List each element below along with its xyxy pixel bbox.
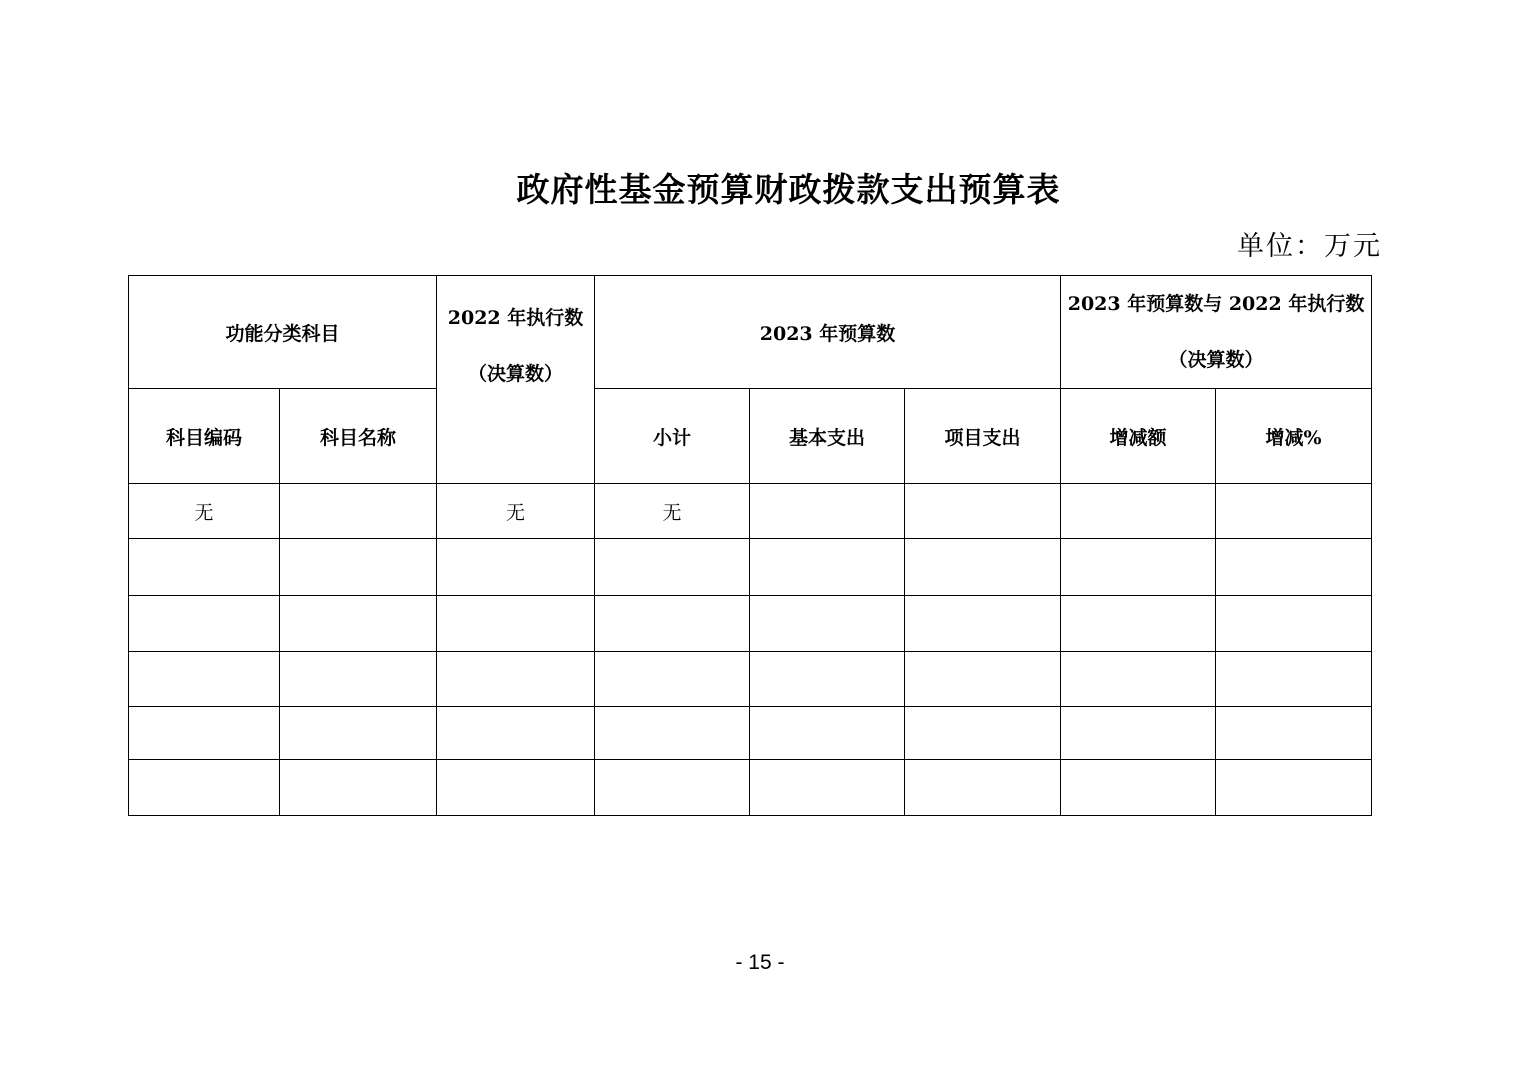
table-cell <box>1216 596 1372 652</box>
table-row <box>129 652 1372 707</box>
header-budget-2023: 2023 年预算数 <box>595 276 1061 389</box>
table-cell <box>280 596 437 652</box>
header-basic-expense: 基本支出 <box>750 389 905 484</box>
table-cell <box>595 539 750 596</box>
table-cell <box>1216 484 1372 539</box>
table-cell <box>1061 596 1216 652</box>
page-title: 政府性基金预算财政拨款支出预算表 <box>516 170 1061 209</box>
header-change-amount: 增减额 <box>1061 389 1216 484</box>
table-cell <box>905 596 1061 652</box>
header-functional-category: 功能分类科目 <box>129 276 437 389</box>
table-row <box>129 707 1372 760</box>
header-subject-code: 科目编码 <box>129 389 280 484</box>
table-cell <box>595 652 750 707</box>
table-cell <box>750 484 905 539</box>
header-exec-2022-line2: （决算数） <box>468 363 564 385</box>
table-cell <box>437 652 595 707</box>
table-cell <box>750 596 905 652</box>
table-cell <box>595 596 750 652</box>
table-cell <box>1061 484 1216 539</box>
unit-label: 单位：万元 <box>1237 231 1382 262</box>
header-compare-line1: 2023 年预算数与 2022 年执行数 <box>1067 293 1365 315</box>
table-cell: 无 <box>129 484 280 539</box>
table-cell <box>595 760 750 816</box>
table-cell <box>1061 652 1216 707</box>
header-exec-2022 <box>437 276 595 484</box>
page-number: - 15 - <box>735 951 785 974</box>
header-subject-name: 科目名称 <box>280 389 437 484</box>
table-cell <box>129 596 280 652</box>
table-cell <box>750 539 905 596</box>
table-cell <box>905 760 1061 816</box>
table-cell <box>280 760 437 816</box>
table-cell <box>437 596 595 652</box>
table-cell <box>595 707 750 760</box>
table-row <box>129 596 1372 652</box>
table-cell <box>1061 707 1216 760</box>
budget-table <box>128 275 1372 816</box>
table-cell <box>905 539 1061 596</box>
table-cell <box>280 707 437 760</box>
header-subtotal: 小计 <box>595 389 750 484</box>
table-row <box>129 484 1372 539</box>
header-exec-2022-line1: 2022 年执行数 <box>447 307 584 329</box>
table-cell <box>750 707 905 760</box>
table-cell <box>905 484 1061 539</box>
table-cell <box>280 652 437 707</box>
table-cell <box>1061 539 1216 596</box>
table-cell <box>905 652 1061 707</box>
table-cell <box>280 484 437 539</box>
header-change-percent: 增减% <box>1216 389 1372 484</box>
table-cell: 无 <box>595 484 750 539</box>
table-cell <box>129 539 280 596</box>
table-cell <box>750 760 905 816</box>
table-cell <box>1216 539 1372 596</box>
table-cell <box>437 539 595 596</box>
table-cell <box>750 652 905 707</box>
table-cell: 无 <box>437 484 595 539</box>
table-cell <box>437 760 595 816</box>
table-cell <box>129 652 280 707</box>
table-cell <box>129 760 280 816</box>
table-cell <box>1216 707 1372 760</box>
table-cell <box>280 539 437 596</box>
table-cell <box>1216 652 1372 707</box>
table-row <box>129 760 1372 816</box>
table-cell <box>1216 760 1372 816</box>
table-cell <box>905 707 1061 760</box>
table-cell <box>1061 760 1216 816</box>
header-project-expense: 项目支出 <box>905 389 1061 484</box>
table-cell <box>129 707 280 760</box>
header-compare-line2: （决算数） <box>1168 349 1264 371</box>
header-compare <box>1061 276 1372 389</box>
table-row <box>129 539 1372 596</box>
table-cell <box>437 707 595 760</box>
